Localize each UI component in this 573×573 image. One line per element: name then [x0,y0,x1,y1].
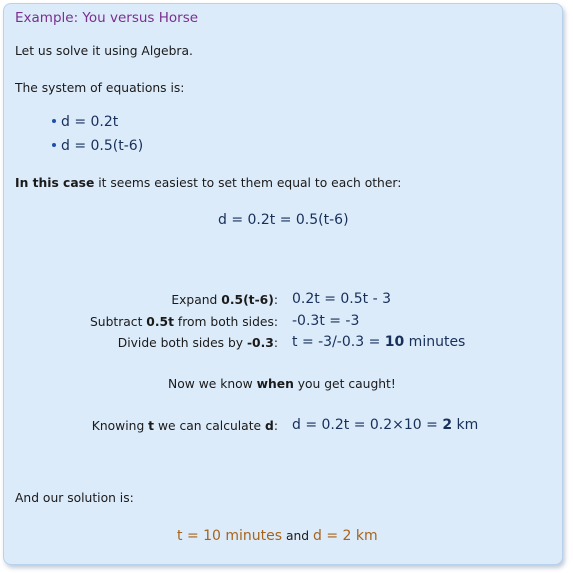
solution-d: d = 2 km [313,528,378,544]
example-card [3,3,563,565]
solution-and: and [282,529,314,543]
step-label-text: Subtract [89,315,147,329]
case-rest: it seems easiest to set them equal to each other: [94,176,402,190]
calc-label [92,418,278,434]
know-text-part: you get caught! [293,377,396,391]
case-bold: In this case [15,176,95,190]
know-bold: when [256,377,294,391]
know-text [168,376,396,392]
result-bold: 2 [442,417,453,433]
example-title: Example: You versus Horse [15,10,199,26]
calc-label-text: Knowing [91,419,149,433]
solution-label: And our solution is: [15,491,134,505]
step-label-divide [118,335,278,351]
step-result-expand: 0.2t = 0.5t - 3 [292,291,391,307]
step-label-text: from both sides: [173,315,278,329]
step-result-divide [292,334,465,350]
step-result-subtract: -0.3t = -3 [292,313,360,329]
intro-text: Let us solve it using Algebra. [15,44,193,58]
bullet-icon [52,119,56,123]
calc-label-bold: t [148,419,155,433]
result-text: minutes [404,334,466,350]
step-label-text: : [273,293,278,307]
solution-line [177,528,378,544]
equation-item [52,114,118,130]
case-text [15,175,401,191]
result-bold: 10 [384,334,405,350]
know-text-part: Now we know [168,377,257,391]
result-text: d = 0.2t = 0.2×10 = [292,417,443,433]
step-label-text: Expand [171,293,222,307]
calc-result [292,417,478,433]
equation-text: d = 0.5(t-6) [61,138,144,154]
equation-text: d = 0.2t [61,114,119,130]
system-label: The system of equations is: [15,81,185,95]
result-text: km [452,417,479,433]
step-label-bold: 0.5t [146,315,174,329]
result-text: t = -3/-0.3 = [292,334,385,350]
calc-label-bold: d [265,419,274,433]
step-label-text: : [273,336,278,350]
solution-t: t = 10 minutes [177,528,283,544]
step-label-bold: 0.5(t-6) [221,293,274,307]
equation-item [52,138,143,154]
step-label-bold: -0.3 [246,336,274,350]
calc-label-text: we can calculate [154,419,266,433]
calc-label-text: : [273,419,278,433]
step-label-text: Divide both sides by [117,336,247,350]
step-label-subtract [90,314,278,330]
combined-equation: d = 0.2t = 0.5(t-6) [218,212,349,228]
bullet-icon [52,143,56,147]
step-label-expand [171,292,278,308]
